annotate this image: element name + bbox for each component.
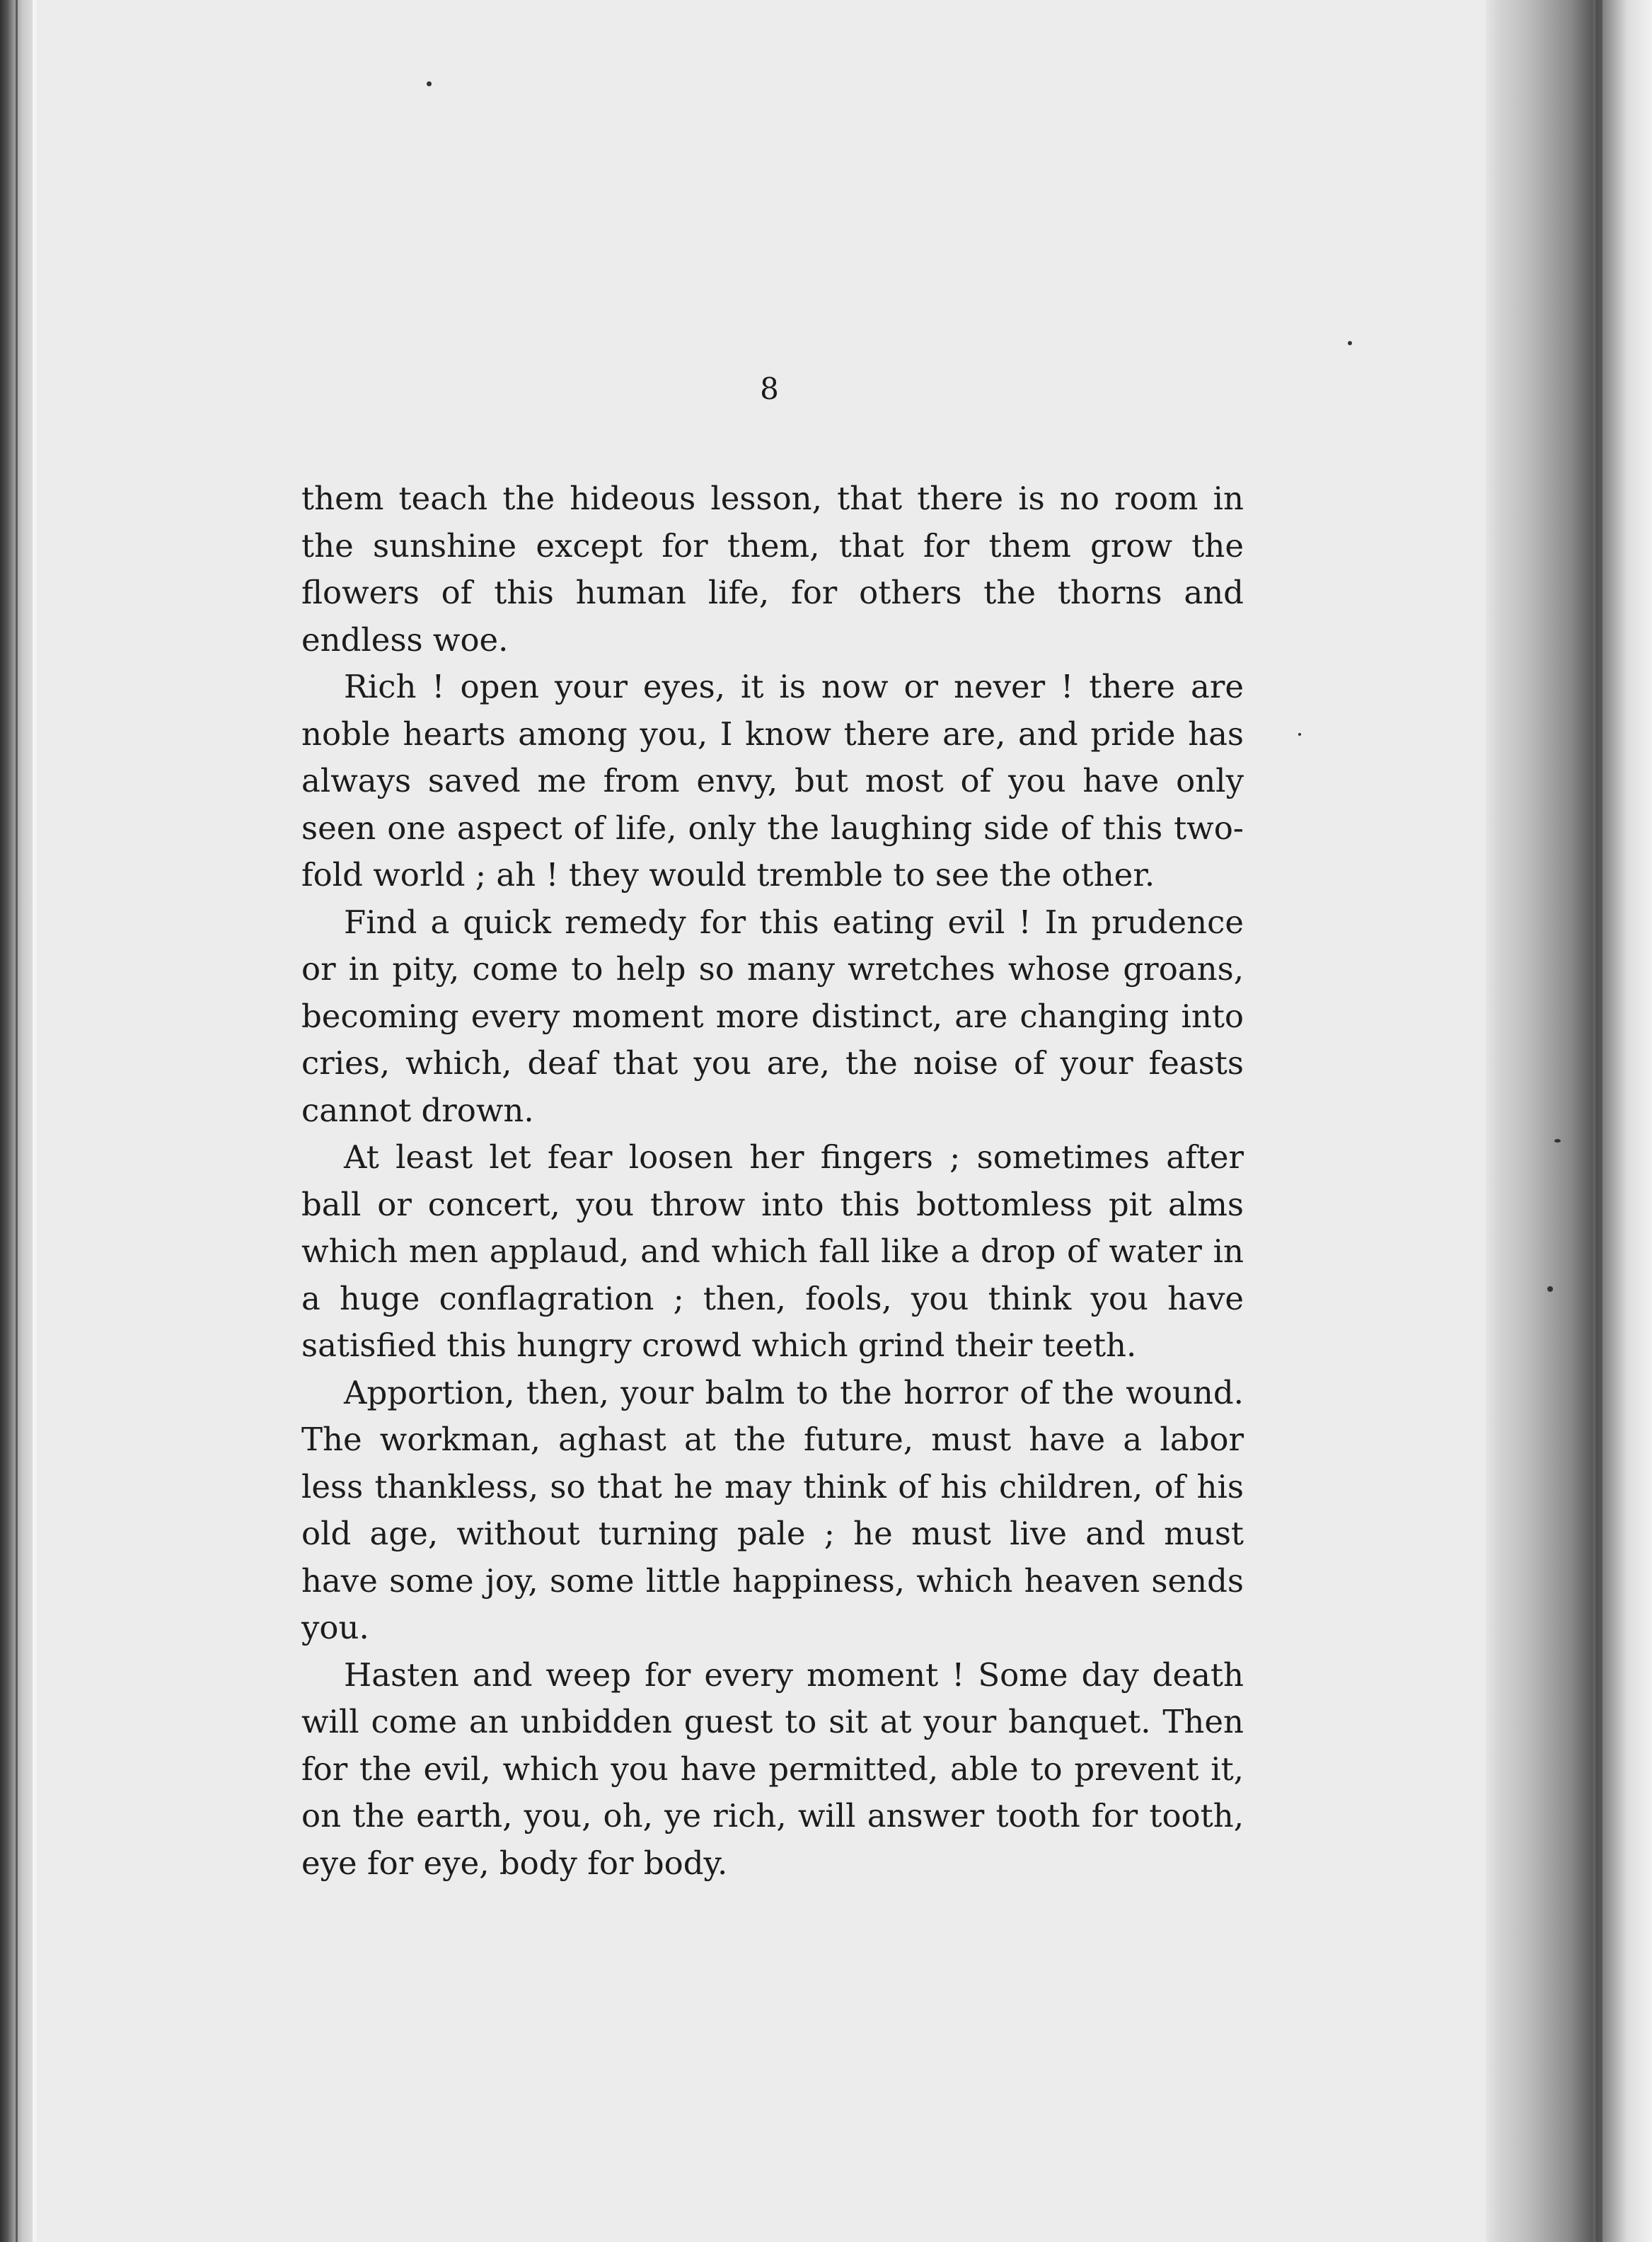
right-gutter-shadow bbox=[1486, 0, 1652, 2242]
scan-speck bbox=[427, 81, 432, 86]
paragraph-1: them teach the hideous lesson, that there is no room in the sunshine except for them, that for them grow the flowers of this human life, for others the thorns and endless woe. bbox=[301, 480, 1244, 659]
paragraph-4: At least let fear loosen her fingers ; sometimes after ball or concert, you throw into this bottomless pit alms which men applaud, and which fall like a drop of water in a huge conflagration ; then, fools, you think you have satisfied this hungry crowd which grind their teeth. bbox=[301, 1138, 1244, 1364]
scan-speck bbox=[1348, 341, 1352, 345]
scan-speck bbox=[1547, 1286, 1553, 1292]
scan-speck bbox=[1554, 1139, 1561, 1143]
paragraph-2: Rich ! open your eyes, it is now or never ! there are noble hearts among you, I know there are, and pride has always saved me from envy, but most of you have only seen one aspect of life, only the laughing side of this two-fold world ; ah ! they would tremble to see the other. bbox=[301, 668, 1244, 894]
paragraph-3: Find a quick remedy for this eating evil ! In prudence or in pity, come to help so many wretches whose groans, becoming every moment more distinct, are changing into cries, which, deaf that you are, the noise of your feasts cannot drown. bbox=[301, 903, 1244, 1129]
page-number: 8 bbox=[760, 371, 779, 406]
scan-speck bbox=[1298, 733, 1301, 736]
left-edge-line bbox=[16, 0, 18, 2242]
paragraph-5: Apportion, then, your balm to the horror of the wound. The workman, aghast at the future, must have a labor less thankless, so that he may think of his children, of his old age, without turning pale ; he must live and must have some joy, some little happiness, which heaven sends you. bbox=[301, 1373, 1244, 1646]
paragraph-6: Hasten and weep for every moment ! Some day death will come an unbidden guest to sit at your banquet. Then for the evil, which you have permitted, able to prevent it, on the earth, you, oh, ye rich, will answer tooth for tooth, eye for eye, body for body. bbox=[301, 1656, 1244, 1882]
page-edge-highlight bbox=[33, 0, 37, 2242]
body-text bbox=[301, 475, 1244, 1887]
right-edge-line bbox=[1595, 0, 1602, 2242]
